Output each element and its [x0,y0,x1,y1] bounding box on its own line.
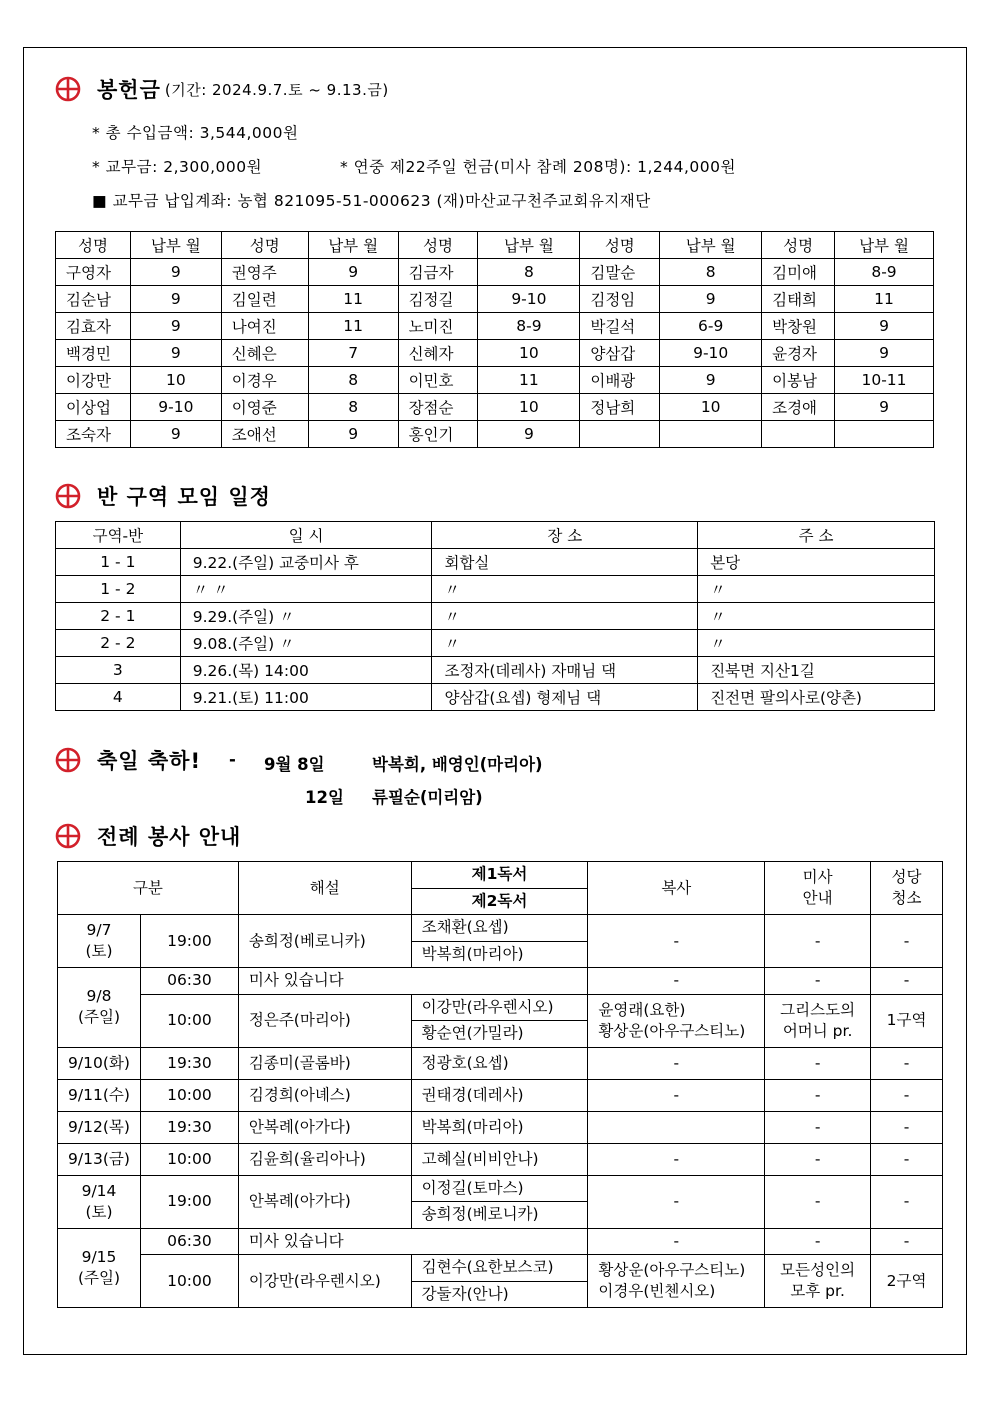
commentator-cell: 안복례(아가다) [238,1111,411,1143]
date-cell: 9/14 (토) [58,1175,141,1228]
reading-cell: 박복희(마리아) [411,941,588,968]
paid-month: 10 [478,394,580,421]
date-cell: 9/13(금) [58,1143,141,1175]
header-place: 장 소 [432,522,698,549]
paid-month: 10 [478,340,580,367]
liturgy-table [57,861,943,1308]
member-name: 신혜자 [398,340,478,367]
feast-heading [55,745,201,775]
reading-cell: 송희정(베로니카) [411,1202,588,1229]
paid-month: 8-9 [835,259,934,286]
meetings-title: 반 구역 모임 일정 [97,485,271,509]
reading-cell: 권태경(데레사) [411,1079,588,1111]
col-reading-1: 제1독서 [411,862,588,889]
member-name [762,421,835,448]
no-mass-note: 미사 있습니다 [238,1228,588,1255]
date-cell: 9/15 (주일) [58,1228,141,1308]
total-income: * 총 수입금액: 3,544,000원 [92,124,299,142]
bank-account: ■ 교무금 납입계좌: 농협 821095-51-000623 (재)마산교구천주교회유지재단 [92,192,651,210]
reading-cell: 황순연(가밀라) [411,1021,588,1048]
paid-month [660,421,762,448]
cleaning-cell: - [871,1047,943,1079]
member-name: 조숙자 [56,421,131,448]
col-mass-guide: 미사 안내 [765,862,871,915]
header-district: 구역-반 [56,522,181,549]
address-cell: 〃 [698,603,935,630]
member-name: 이상업 [56,394,131,421]
paid-month: 9 [130,286,221,313]
guide-cell: - [765,1143,871,1175]
paid-month: 6-9 [660,313,762,340]
place-cell: 조정자(데레사) 자매님 댁 [432,657,698,684]
server-cell: - [588,1175,765,1228]
server-cell: - [588,968,765,995]
district-cell: 3 [56,657,181,684]
address-cell: 진북면 지산1길 [698,657,935,684]
address-cell: 〃 [698,576,935,603]
member-name: 조경애 [762,394,835,421]
member-name: 정남희 [580,394,660,421]
time-cell: 19:30 [140,1047,238,1079]
meetings-table [55,521,935,711]
datetime-cell: 9.08.(주일) 〃 [180,630,432,657]
paid-month: 9 [835,313,934,340]
table-row [56,657,935,684]
paid-month: 8 [478,259,580,286]
paid-month: 8-9 [478,313,580,340]
paid-month: 9 [835,394,934,421]
member-name: 신혜은 [221,340,308,367]
paid-month: 9 [660,367,762,394]
table-row [56,603,935,630]
district-cell: 1 - 2 [56,576,181,603]
reading-cell: 강둘자(안나) [411,1281,588,1308]
paid-month: 9-10 [130,394,221,421]
member-name: 김태희 [762,286,835,313]
table-row [56,313,934,340]
paid-month [835,421,934,448]
cleaning-cell: - [871,1228,943,1255]
header-month: 납부 월 [478,232,580,259]
tithe-table [55,231,934,448]
offering-title: 봉헌금 [97,78,161,102]
liturgy-title: 전례 봉사 안내 [97,825,242,849]
member-name: 윤경자 [762,340,835,367]
paid-month: 7 [308,340,398,367]
datetime-cell: 9.21.(토) 11:00 [180,684,432,711]
reading-cell: 김현수(요한보스코) [411,1255,588,1282]
header-name: 성명 [221,232,308,259]
time-cell: 10:00 [140,994,238,1047]
date-cell: 9/8 (주일) [58,968,141,1048]
cross-circle-icon [55,76,81,102]
server-cell: - [588,915,765,968]
server-cell: - [588,1047,765,1079]
header-address: 주 소 [698,522,935,549]
cross-circle-icon [55,823,81,849]
table-row [56,684,935,711]
paid-month: 9 [130,259,221,286]
header-month: 납부 월 [308,232,398,259]
cleaning-cell: - [871,1111,943,1143]
time-cell: 10:00 [140,1143,238,1175]
feast-dash: - [229,750,236,769]
member-name: 김정임 [580,286,660,313]
cleaning-cell: - [871,1175,943,1228]
col-cleaning: 성당 청소 [871,862,943,915]
guide-cell: - [765,1079,871,1111]
sunday-collection: * 연중 제22주일 헌금(미사 참례 208명): 1,244,000원 [340,158,736,176]
member-name: 이민호 [398,367,478,394]
paid-month: 9 [308,421,398,448]
commentator-cell: 김종미(골롬바) [238,1047,411,1079]
paid-month: 8 [308,367,398,394]
table-row [56,630,935,657]
paid-month: 11 [478,367,580,394]
feast-names-2: 류필순(미리암) [372,788,483,807]
place-cell: 양삼갑(요셉) 형제님 댁 [432,684,698,711]
member-name: 김순남 [56,286,131,313]
commentator-cell: 정은주(마리아) [238,994,411,1047]
cleaning-cell: - [871,1079,943,1111]
paid-month: 9 [130,421,221,448]
server-cell: - [588,1143,765,1175]
table-row [56,394,934,421]
paid-month: 8 [660,259,762,286]
address-cell: 진전면 팔의사로(양촌) [698,684,935,711]
paid-month: 9 [130,340,221,367]
cleaning-cell: 1구역 [871,994,943,1047]
member-name: 김미애 [762,259,835,286]
feast-title: 축일 축하! [97,749,202,773]
time-cell: 10:00 [140,1255,238,1308]
reading-cell: 정광호(요셉) [411,1047,588,1079]
cleaning-cell: - [871,915,943,968]
member-name: 장점순 [398,394,478,421]
member-name: 이봉남 [762,367,835,394]
time-cell: 19:00 [140,915,238,968]
server-cell: 윤영래(요한) 황상운(아우구스티노) [588,994,765,1047]
offering-period: (기간: 2024.9.7.토 ~ 9.13.금) [164,80,389,99]
member-name: 김정길 [398,286,478,313]
date-cell: 9/12(목) [58,1111,141,1143]
feast-names-1: 박복희, 배영인(마리아) [372,755,543,774]
member-name: 노미진 [398,313,478,340]
header-month: 납부 월 [130,232,221,259]
no-mass-note: 미사 있습니다 [238,968,588,995]
guide-cell: - [765,915,871,968]
paid-month: 11 [308,313,398,340]
table-row [56,259,934,286]
paid-month: 10 [130,367,221,394]
paid-month: 9 [478,421,580,448]
guide-cell: - [765,968,871,995]
paid-month: 10-11 [835,367,934,394]
district-cell: 2 - 1 [56,603,181,630]
feast-date-1: 9월 8일 [264,755,325,774]
paid-month: 9 [130,313,221,340]
district-cell: 2 - 2 [56,630,181,657]
commentator-cell: 김경희(아녜스) [238,1079,411,1111]
col-reading-2: 제2독서 [411,888,588,915]
time-cell: 10:00 [140,1079,238,1111]
member-name [580,421,660,448]
datetime-cell: 9.22.(주일) 교중미사 후 [180,549,432,576]
member-name: 나여진 [221,313,308,340]
date-cell: 9/11(수) [58,1079,141,1111]
header-name: 성명 [580,232,660,259]
paid-month: 9 [660,286,762,313]
paid-month: 9-10 [478,286,580,313]
header-name: 성명 [762,232,835,259]
commentator-cell: 김윤희(율리아나) [238,1143,411,1175]
server-cell: - [588,1228,765,1255]
district-cell: 4 [56,684,181,711]
header-month: 납부 월 [835,232,934,259]
commentator-cell: 송희정(베로니카) [238,915,411,968]
cleaning-cell: 2구역 [871,1255,943,1308]
member-name: 홍인기 [398,421,478,448]
reading-cell: 이강만(라우렌시오) [411,994,588,1021]
member-name: 이강만 [56,367,131,394]
reading-cell: 고혜실(비비안나) [411,1143,588,1175]
member-name: 김일련 [221,286,308,313]
server-cell: 황상운(아우구스티노) 이경우(빈첸시오) [588,1255,765,1308]
table-row [56,286,934,313]
header-name: 성명 [56,232,131,259]
time-cell: 06:30 [140,1228,238,1255]
header-name: 성명 [398,232,478,259]
member-name: 이경우 [221,367,308,394]
guide-cell: - [765,1111,871,1143]
feast-date-2: 12일 [305,788,344,807]
guide-cell: - [765,1175,871,1228]
cleaning-cell: - [871,1143,943,1175]
paid-month: 9 [835,340,934,367]
table-row [56,367,934,394]
server-cell [588,1111,765,1143]
date-cell: 9/7 (토) [58,915,141,968]
member-name: 백경민 [56,340,131,367]
member-name: 이배광 [580,367,660,394]
cross-circle-icon [55,747,81,773]
guide-cell: 모든성인의 모후 pr. [765,1255,871,1308]
col-server: 복사 [588,862,765,915]
offering-heading [55,74,389,104]
table-row [56,549,935,576]
cleaning-cell: - [871,968,943,995]
server-cell: - [588,1079,765,1111]
paid-month: 8 [308,394,398,421]
commentator-cell: 안복례(아가다) [238,1175,411,1228]
liturgy-heading [55,821,241,851]
district-cell: 1 - 1 [56,549,181,576]
member-name: 김금자 [398,259,478,286]
time-cell: 19:30 [140,1111,238,1143]
member-name: 김말순 [580,259,660,286]
paid-month: 10 [660,394,762,421]
paid-month: 9-10 [660,340,762,367]
guide-cell: 그리스도의 어머니 pr. [765,994,871,1047]
date-cell: 9/10(화) [58,1047,141,1079]
cross-circle-icon [55,483,81,509]
tithe-amount: * 교무금: 2,300,000원 [92,158,263,176]
header-month: 납부 월 [660,232,762,259]
reading-cell: 이정길(토마스) [411,1175,588,1202]
meetings-heading [55,481,271,511]
table-row [56,576,935,603]
paid-month: 9 [308,259,398,286]
guide-cell: - [765,1047,871,1079]
paid-month: 11 [835,286,934,313]
time-cell: 06:30 [140,968,238,995]
table-row [56,421,934,448]
member-name: 이영준 [221,394,308,421]
reading-cell: 조채환(요셉) [411,915,588,942]
place-cell: 〃 [432,630,698,657]
datetime-cell: 9.26.(목) 14:00 [180,657,432,684]
place-cell: 회합실 [432,549,698,576]
member-name: 박창원 [762,313,835,340]
commentator-cell: 이강만(라우렌시오) [238,1255,411,1308]
time-cell: 19:00 [140,1175,238,1228]
address-cell: 〃 [698,630,935,657]
place-cell: 〃 [432,603,698,630]
table-row [56,340,934,367]
col-division: 구분 [58,862,239,915]
col-commentator: 해설 [238,862,411,915]
paid-month: 11 [308,286,398,313]
datetime-cell: 9.29.(주일) 〃 [180,603,432,630]
header-datetime: 일 시 [180,522,432,549]
guide-cell: - [765,1228,871,1255]
member-name: 박길석 [580,313,660,340]
datetime-cell: 〃 〃 [180,576,432,603]
member-name: 조애선 [221,421,308,448]
address-cell: 본당 [698,549,935,576]
place-cell: 〃 [432,576,698,603]
reading-cell: 박복희(마리아) [411,1111,588,1143]
member-name: 권영주 [221,259,308,286]
member-name: 양삼갑 [580,340,660,367]
member-name: 구영자 [56,259,131,286]
member-name: 김효자 [56,313,131,340]
